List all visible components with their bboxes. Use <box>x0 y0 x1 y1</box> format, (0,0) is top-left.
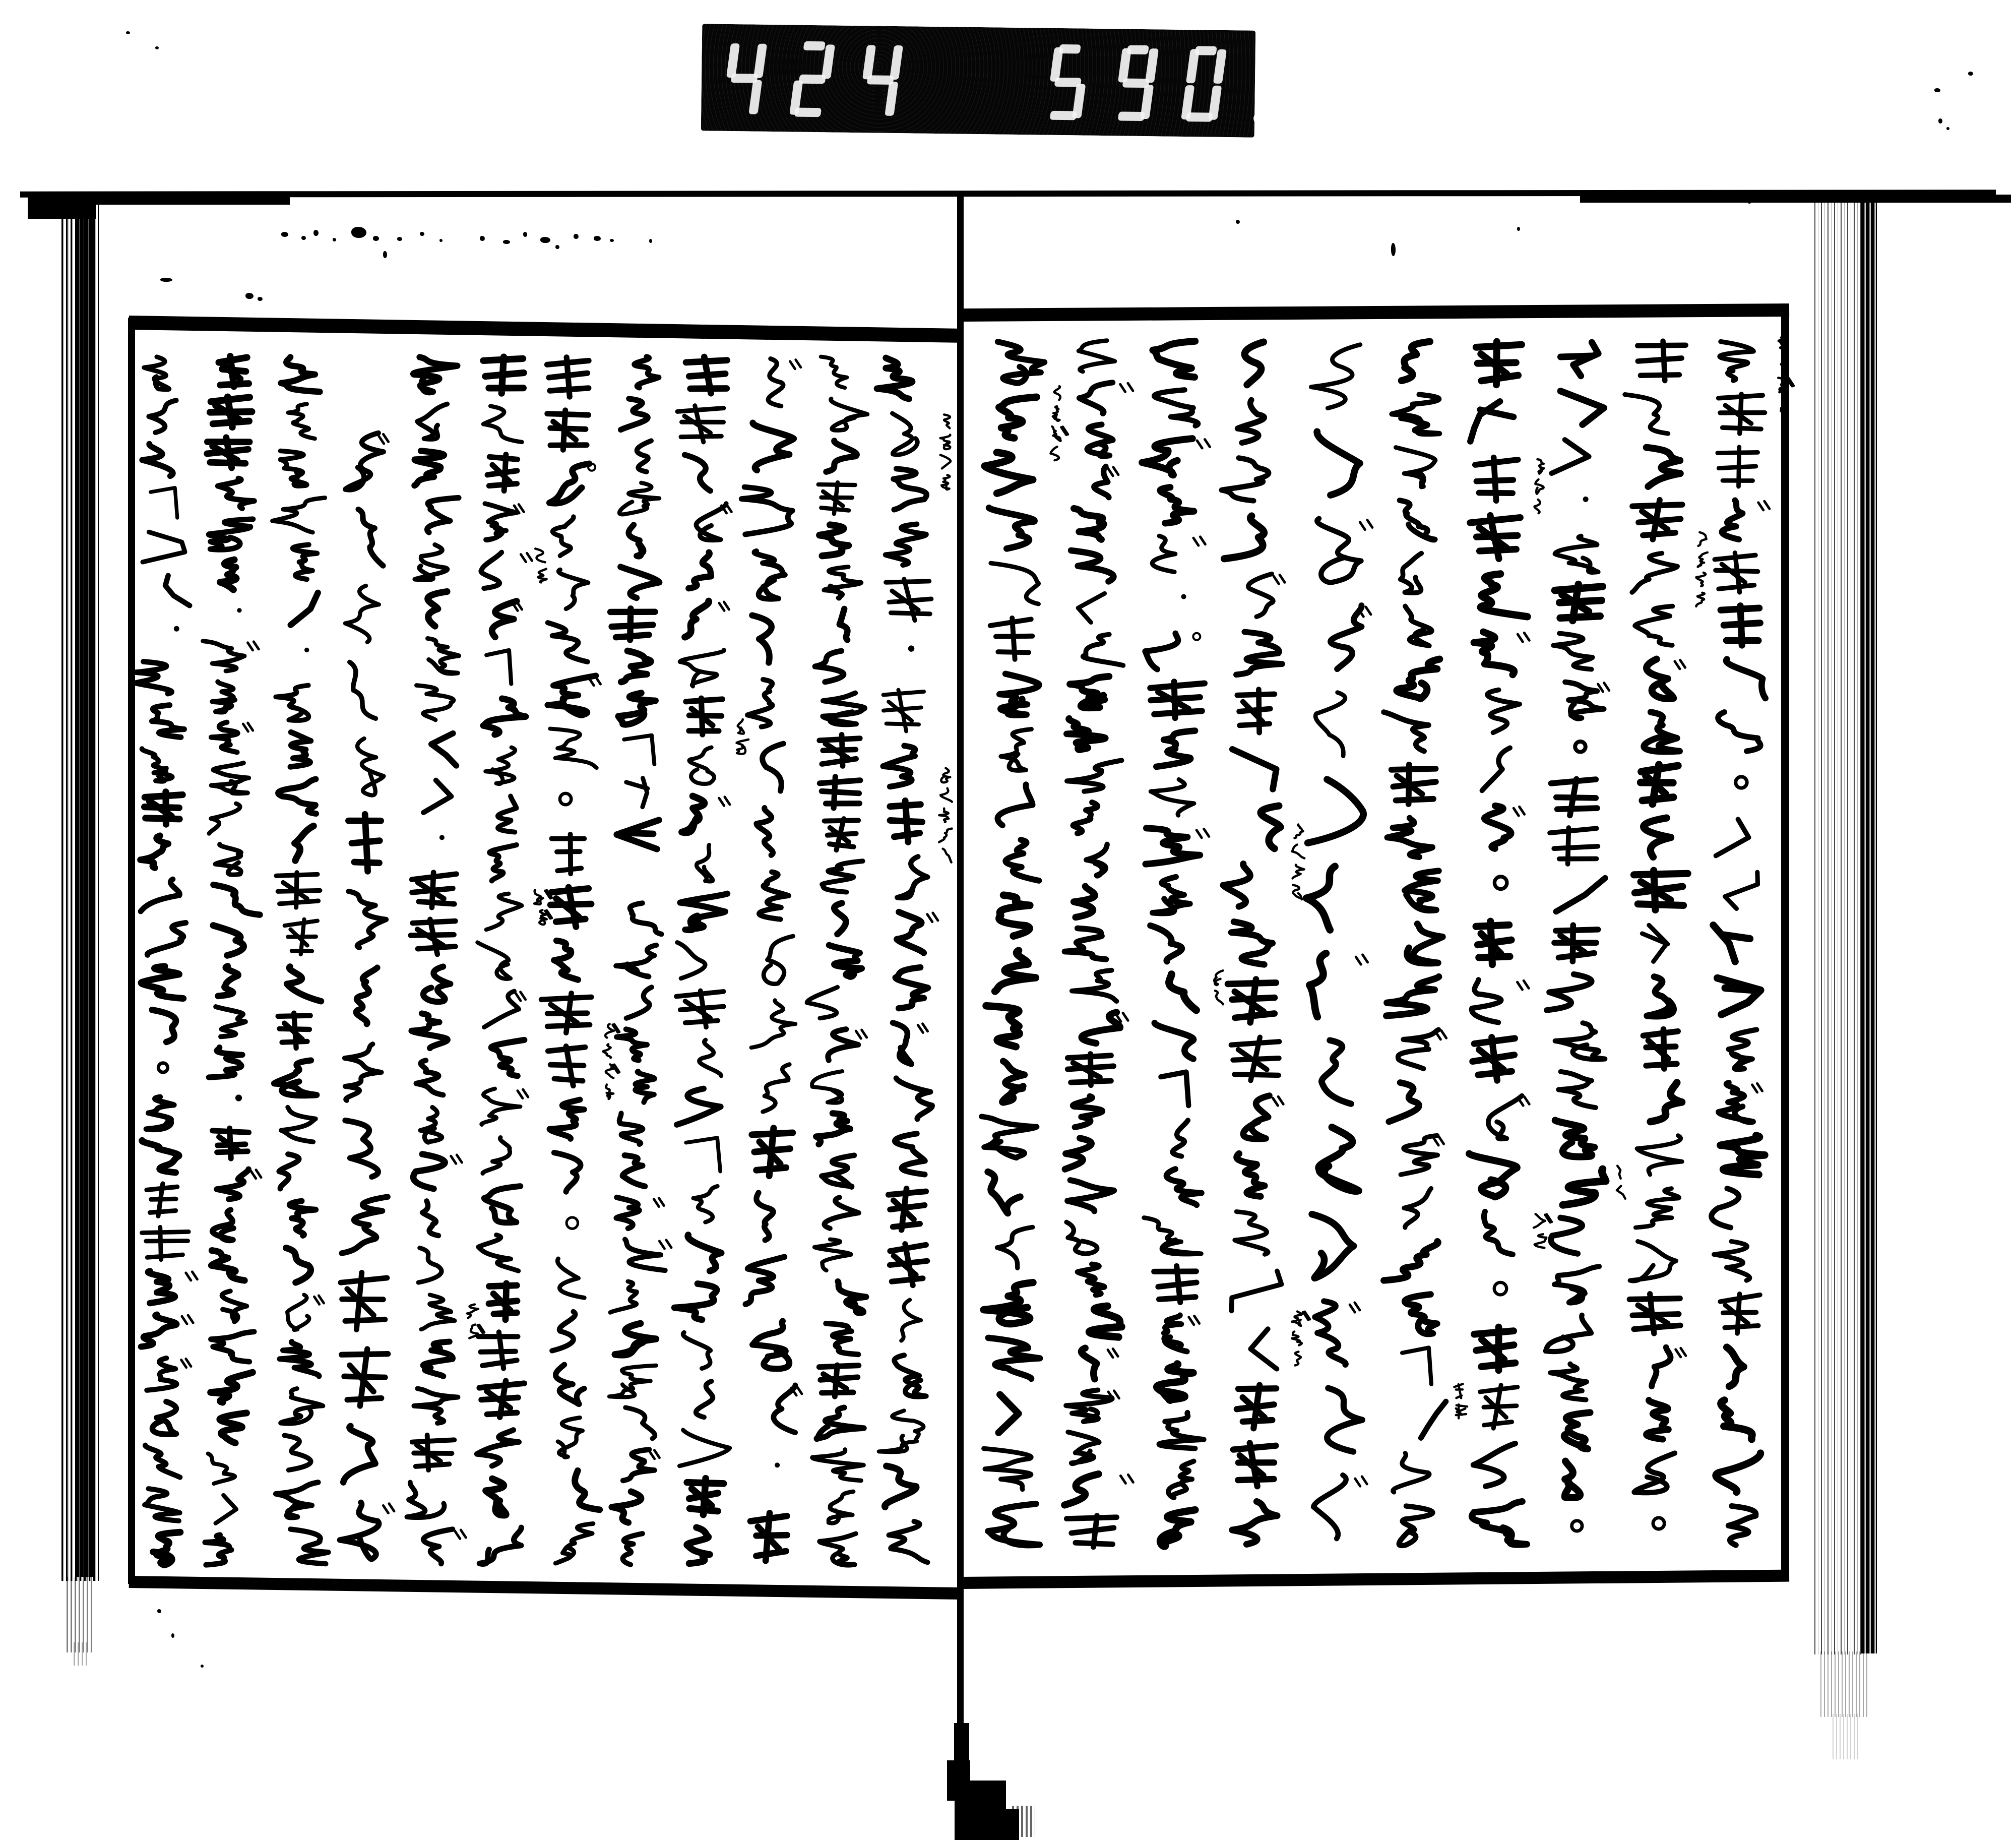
left-page-column-5 <box>609 357 671 1565</box>
furigana-annotation <box>940 414 951 489</box>
left-page-column-3 <box>741 359 802 1561</box>
ink-speck <box>1517 227 1520 231</box>
right-page-column-3 <box>1546 342 1625 1531</box>
ink-speck <box>1968 72 1973 76</box>
furigana-annotation <box>1778 338 1793 412</box>
furigana-annotation <box>1051 386 1068 460</box>
ink-speck <box>201 1665 204 1668</box>
right-page-column-6 <box>1306 345 1372 1539</box>
ink-speck <box>281 232 288 237</box>
ink-speck <box>157 1609 161 1613</box>
right-page-column-2 <box>1625 341 1708 1529</box>
furigana-annotation <box>1617 1166 1625 1199</box>
furigana-annotation <box>1214 970 1223 1004</box>
ink-speck <box>383 251 387 258</box>
left-page-column-9 <box>340 433 394 1559</box>
ink-speck <box>610 239 614 242</box>
ink-speck <box>480 236 485 241</box>
right-page-column-5 <box>1384 342 1467 1546</box>
ink-speck <box>245 293 254 299</box>
furigana-annotation <box>535 548 546 582</box>
right-page-column-4 <box>1469 342 1552 1545</box>
ink-speck <box>555 245 559 249</box>
ink-speck <box>333 238 336 241</box>
left-page-column-6 <box>541 357 619 1563</box>
ink-speck <box>439 239 443 242</box>
right-page-column-1 <box>1712 338 1794 1546</box>
right-page-column-7 <box>1222 342 1310 1544</box>
ink-speck <box>649 239 652 243</box>
ink-speck <box>1747 196 1752 204</box>
left-page-column-1 <box>877 358 952 1562</box>
left-page-column-11 <box>203 356 261 1565</box>
ink-speck <box>397 237 402 241</box>
ink-speck <box>523 232 527 237</box>
ink-speck <box>155 46 159 49</box>
furigana-annotation <box>1696 532 1707 606</box>
right-page-column-10 <box>982 342 1068 1545</box>
ink-speck <box>1236 220 1240 224</box>
furigana-annotation <box>737 719 749 754</box>
furigana-annotation <box>1535 459 1544 513</box>
furigana-annotation <box>1292 1312 1309 1366</box>
ink-speck <box>351 227 366 238</box>
left-page-column-10 <box>272 357 328 1564</box>
ink-speck <box>171 1633 174 1638</box>
ink-speck <box>574 234 579 239</box>
left-page-column-7 <box>477 357 551 1564</box>
ink-speck <box>373 236 379 241</box>
left-page-column-4 <box>674 357 748 1563</box>
ink-speck <box>1934 88 1940 92</box>
right-page-column-8 <box>1142 341 1223 1547</box>
ink-speck <box>160 278 172 282</box>
left-page-column-8 <box>407 357 484 1564</box>
ink-speck <box>301 236 306 240</box>
ink-speck <box>503 240 510 244</box>
ink-speck <box>126 31 130 34</box>
furigana-annotation <box>467 1305 484 1338</box>
left-page-column-2 <box>807 357 867 1565</box>
ink-speck <box>420 232 424 236</box>
ink-speck <box>540 237 550 243</box>
furigana-annotation <box>1454 1384 1467 1418</box>
ink-speck <box>313 230 319 236</box>
right-page-column-9 <box>1064 341 1133 1547</box>
furigana-annotation <box>1292 825 1304 900</box>
ink-speck <box>258 297 263 301</box>
ink-speck <box>1938 118 1942 124</box>
ink-speck <box>594 236 601 241</box>
furigana-annotation <box>939 768 952 863</box>
ink-speck <box>1391 243 1396 256</box>
left-page-column-12 <box>135 357 197 1565</box>
ink-speck <box>1946 127 1949 130</box>
